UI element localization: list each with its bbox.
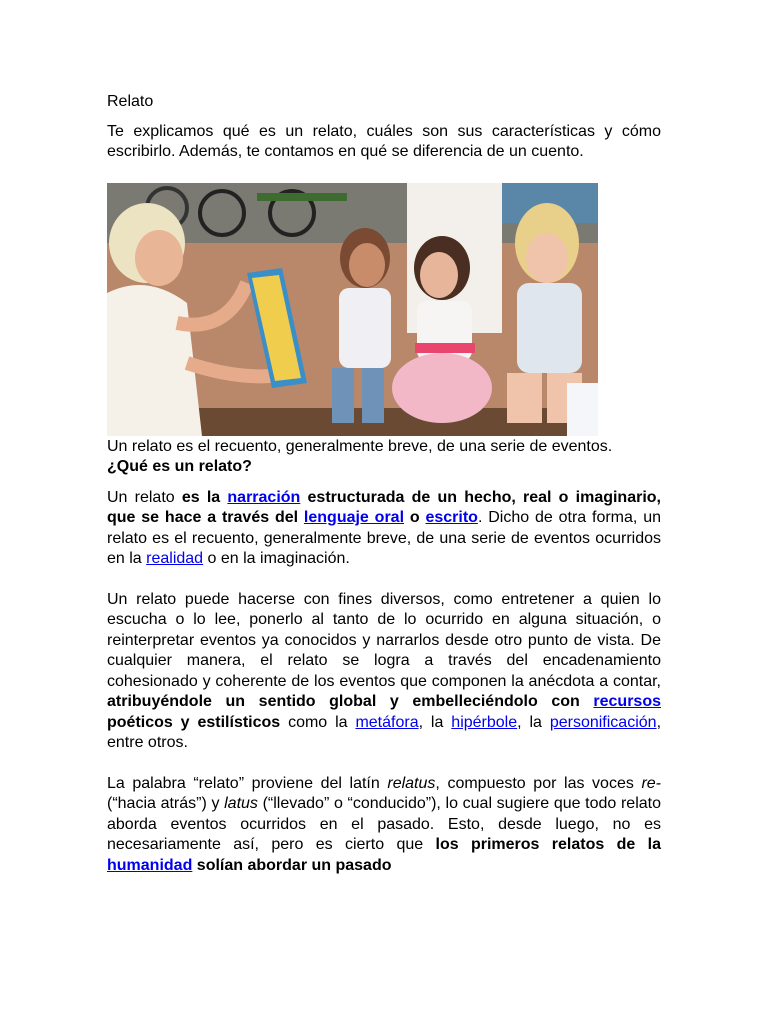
bold-run: es la: [174, 488, 228, 506]
text-run: , la: [517, 713, 550, 731]
document-title: Relato: [107, 93, 154, 110]
text-run: (“llevado” o “conducido”), lo cual sugiere que todo relato aborda eventos ocurridos en el pasado. Esto, desde luego, no es necesariamente así, pero es cierto que: [107, 795, 661, 853]
text-run: como la: [280, 713, 356, 731]
italic-run: latus: [224, 795, 258, 812]
bold-run: estructurada de un hecho, real o imaginario, que se hace a través del: [107, 488, 661, 526]
bold-run: poéticos y estilísticos: [107, 713, 281, 731]
bold-run: solían abordar un pasado: [192, 856, 392, 874]
link-realidad[interactable]: realidad: [146, 550, 204, 567]
photo-caption: Un relato es el recuento, generalmente breve, de una serie de eventos.: [107, 437, 613, 455]
photo-illustration: [107, 183, 598, 436]
link-metafora[interactable]: metáfora: [355, 713, 419, 731]
text-run: Un relato puede hacerse con fines diversos, como entretener a quien lo escucha o lo lee, ponerlo al tanto de lo ocurrido en alguna situación, o reinterpretar eventos ya conocidos y narrarlos desde otro punto de vista. De cualquier manera, el relato se logra a través del encadenamiento cohesionado y coherente de los eventos que componen la anécdota a contar,: [107, 590, 661, 690]
link-narracion[interactable]: narración: [227, 488, 301, 506]
paragraph-purposes: [107, 590, 661, 754]
italic-run: re-: [641, 774, 662, 792]
text-run: , compuesto por las voces: [435, 774, 642, 792]
paragraph-etymology: [107, 774, 661, 877]
link-humanidad[interactable]: humanidad: [107, 856, 193, 874]
text-run: . Dicho de otra forma, un relato es el recuento, generalmente breve, de una serie de eventos ocurridos en la: [107, 509, 661, 567]
storytelling-photo: [107, 183, 598, 436]
bold-run: o: [404, 509, 426, 526]
paragraph-definition: [107, 488, 661, 570]
text-run: (“hacia atrás”) y: [107, 795, 225, 812]
bold-run: atribuyéndole un sentido global y embelleciéndolo con: [107, 693, 594, 710]
text-run: o en la imaginación.: [203, 550, 350, 567]
text-run: , la: [418, 713, 452, 731]
intro-paragraph: Te explicamos qué es un relato, cuáles son sus características y cómo escribirlo. Además, te contamos en qué se diferencia de un cuento.: [107, 122, 661, 160]
link-lenguaje-oral[interactable]: lenguaje oral: [303, 509, 405, 526]
bold-run: los primeros relatos de la: [435, 836, 662, 853]
document-content: [107, 92, 661, 896]
link-hiperbole[interactable]: hipérbole: [451, 713, 518, 731]
section-heading: ¿Qué es un relato?: [107, 458, 252, 475]
text-run: La palabra “relato” proviene del latín: [107, 774, 388, 792]
link-recursos[interactable]: recursos: [593, 693, 661, 710]
italic-run: relatus: [387, 774, 436, 792]
text-run: Un relato: [107, 488, 175, 506]
link-personificacion[interactable]: personificación: [549, 713, 657, 731]
text-run: , entre otros.: [107, 713, 662, 751]
link-escrito[interactable]: escrito: [425, 509, 478, 526]
